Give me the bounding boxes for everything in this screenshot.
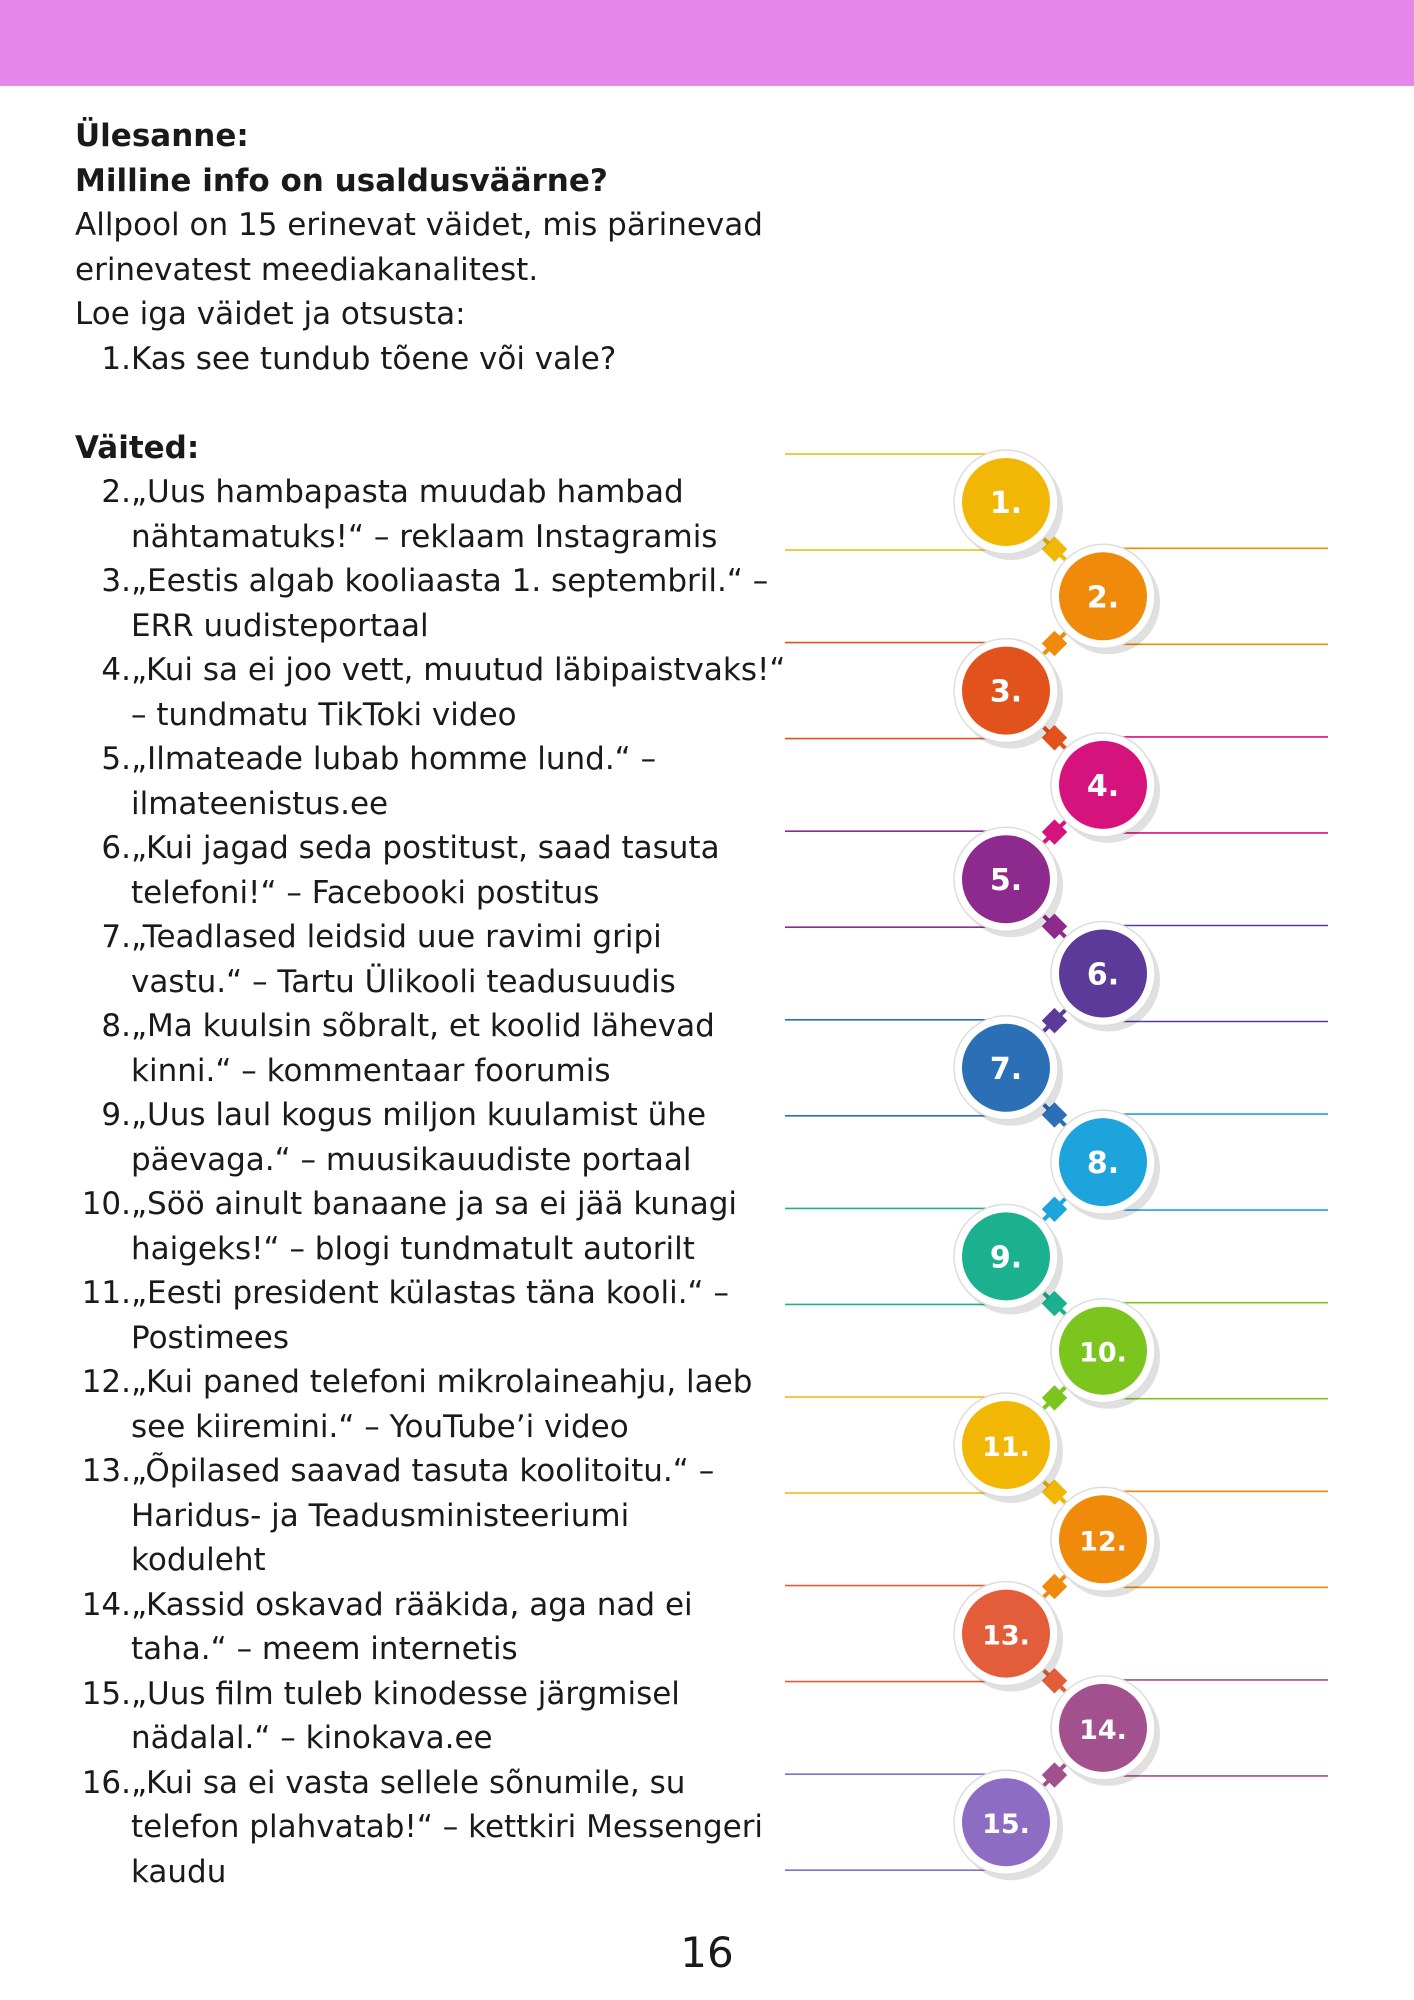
timeline-badge	[954, 1770, 1063, 1880]
timeline-badge	[1051, 1487, 1160, 1597]
statement-line: „Kui sa ei vasta sellele sõnumile, su	[131, 1764, 686, 1801]
timeline-badge-label: 13.	[982, 1620, 1030, 1652]
timeline-badge	[1051, 733, 1160, 843]
statement-line: „Uus hambapasta muudab hambad	[131, 474, 684, 510]
timeline-badge	[954, 450, 1063, 560]
intro-line: Loe iga väidet ja otsusta:	[75, 296, 466, 332]
statement-line: „Eesti president külastas täna kooli.“ –	[131, 1275, 729, 1311]
statement-line: kinni.“ – kommentaar foorumis	[131, 1052, 611, 1089]
statement-number: 15.	[81, 1675, 131, 1712]
statement-number: 13.	[81, 1453, 131, 1489]
task-title: Milline info on usaldusväärne?	[75, 162, 608, 199]
statement-number: 12.	[81, 1364, 131, 1400]
statement-line: „Ma kuulsin sõbralt, et koolid lähevad	[131, 1008, 715, 1044]
statement-line: vastu.“ – Tartu Ülikooli teadusuudis	[131, 963, 676, 1000]
timeline-badge	[954, 639, 1063, 749]
statement-line: „Söö ainult banaane ja sa ei jää kunagi	[131, 1186, 737, 1222]
statement-number: 14.	[81, 1586, 131, 1623]
statement-line: „Õpilased saavad tasuta koolitoitu.“ –	[131, 1453, 715, 1489]
statement-line: „Kui paned telefoni mikrolaineahju, laeb	[131, 1364, 753, 1400]
statement-line: haigeks!“ – blogi tundmatult autorilt	[131, 1230, 695, 1267]
statement-line: „Eestis algab kooliaasta 1. septembril.“ –	[131, 563, 769, 599]
timeline-badge-label: 1.	[989, 486, 1023, 521]
timeline-badge-label: 6.	[1086, 957, 1120, 993]
statement-line: nähtamatuks!“ – reklaam Instagramis	[131, 518, 718, 555]
timeline-badge-label: 4.	[1086, 768, 1120, 804]
timeline-badge-label: 10.	[1079, 1337, 1127, 1369]
timeline-badge	[1051, 544, 1160, 654]
statement-number: 4.	[101, 652, 131, 688]
timeline-badge	[1051, 1299, 1160, 1409]
timeline-badge	[954, 1582, 1063, 1692]
timeline-badge	[1051, 1676, 1160, 1786]
statement-line: „Kui sa ei joo vett, muutud läbipaistvaks!“	[131, 652, 786, 688]
timeline-badge-label: 8.	[1086, 1146, 1120, 1182]
statement-line: taha.“ – meem internetis	[131, 1631, 518, 1667]
statement-number: 11.	[81, 1275, 131, 1311]
statement-line: ERR uudisteportaal	[131, 607, 429, 644]
statement-number: 2.	[101, 474, 131, 510]
page-number: 16	[680, 1928, 734, 1977]
timeline-badge-label: 7.	[989, 1051, 1023, 1087]
timeline-badge-label: 9.	[989, 1240, 1023, 1276]
statement-number: 8.	[101, 1008, 131, 1044]
intro-line: Allpool on 15 erinevat väidet, mis pärinevad	[75, 207, 763, 243]
statement-number: 9.	[101, 1097, 131, 1133]
intro-line: erinevatest meediakanalitest.	[75, 251, 539, 288]
timeline-badge-label: 14.	[1079, 1714, 1127, 1746]
statement-number: 6.	[101, 830, 131, 866]
timeline-badge	[954, 1016, 1063, 1126]
statement-line: koduleht	[131, 1542, 266, 1578]
question-number: 1.	[101, 340, 131, 377]
statement-line: „Teadlased leidsid uue ravimi gripi	[131, 919, 662, 955]
timeline-badge	[954, 1204, 1063, 1314]
statement-line: „Kassid oskavad rääkida, aga nad ei	[131, 1586, 693, 1623]
statement-line: „Ilmateade lubab homme lund.“ –	[131, 741, 657, 777]
statement-number: 16.	[81, 1764, 131, 1801]
timeline-badge-label: 2.	[1086, 580, 1120, 616]
timeline-badge-label: 11.	[982, 1432, 1030, 1463]
statement-line: telefoni!“ – Facebooki postitus	[131, 874, 600, 911]
statement-line: „Uus film tuleb kinodesse järgmisel	[131, 1675, 680, 1712]
timeline-badge-label: 5.	[989, 863, 1023, 899]
timeline-badge-label: 12.	[1079, 1526, 1127, 1558]
statement-line: Haridus- ja Teadusministeeriumi	[131, 1497, 630, 1534]
task-label: Ülesanne:	[75, 118, 249, 154]
timeline-badge	[1051, 1110, 1160, 1220]
statements-heading: Väited:	[75, 429, 200, 466]
question-text: Kas see tundub tõene või vale?	[131, 340, 617, 377]
statement-number: 7.	[101, 919, 131, 955]
statement-line: nädalal.“ – kinokava.ee	[131, 1720, 493, 1756]
statement-line: – tundmatu TikToki video	[131, 696, 517, 733]
statement-line: see kiiremini.“ – YouTube’i video	[131, 1408, 629, 1445]
statement-line: päevaga.“ – muusikauudiste portaal	[131, 1141, 692, 1178]
statement-line: kaudu	[131, 1853, 227, 1890]
timeline-badge	[954, 827, 1063, 937]
statement-line: „Uus laul kogus miljon kuulamist ühe	[131, 1097, 707, 1133]
timeline-badge-label: 3.	[989, 674, 1023, 710]
statement-line: Postimees	[131, 1319, 289, 1356]
timeline-badge	[1051, 922, 1160, 1032]
statement-number: 5.	[101, 741, 131, 777]
timeline-badge	[954, 1393, 1063, 1503]
statement-number: 10.	[81, 1186, 131, 1222]
timeline-badge-label: 15.	[982, 1809, 1030, 1841]
statement-line: „Kui jagad seda postitust, saad tasuta	[131, 830, 720, 866]
statement-number: 3.	[101, 563, 131, 599]
statement-line: ilmateenistus.ee	[131, 785, 389, 822]
statement-line: telefon plahvatab!“ – kettkiri Messengeri	[131, 1809, 764, 1845]
